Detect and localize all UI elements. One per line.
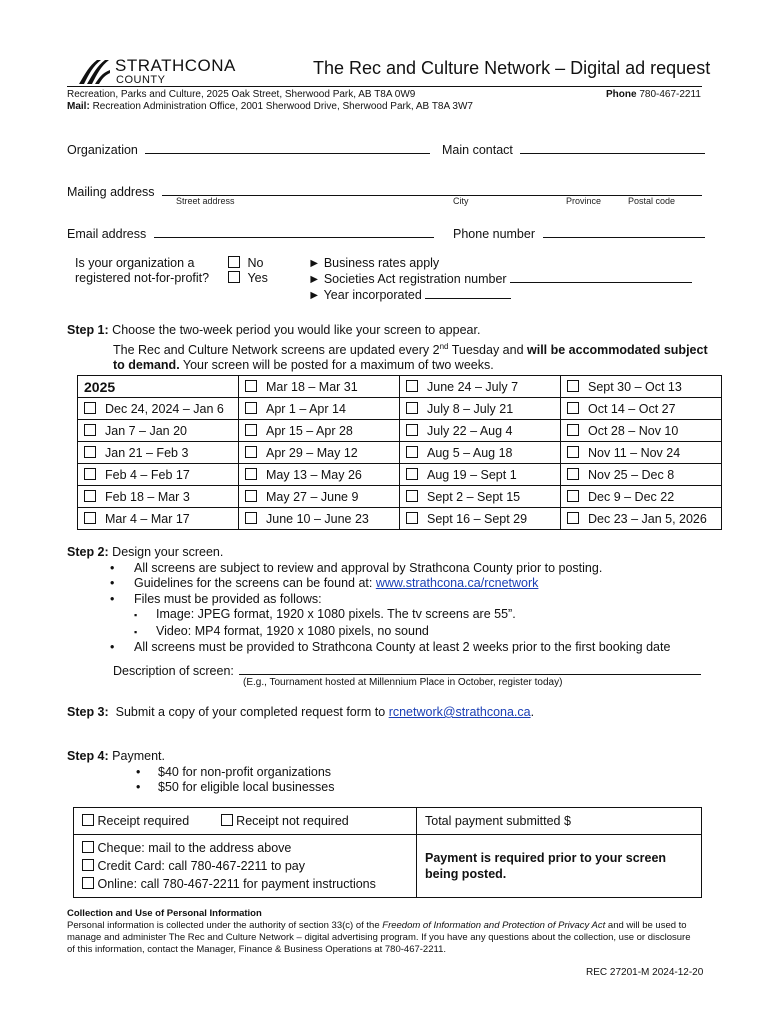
mail-label: Mail: [67,101,90,112]
schedule-period-option[interactable] [78,420,239,442]
schedule-period-option[interactable] [561,508,722,530]
step1-sup: nd [439,341,449,351]
email-label: Email address [67,227,147,241]
credit-card-option[interactable]: Credit Card: call 780-467-2211 to pay [82,857,408,875]
privacy-text: Personal information is collected under the authority of section 33(c) of the Freedom of Information and Protection of Privacy Act and will be used to manage and administer The Rec and Culture Network – digital advertising program. If you have any questions about the collection, use or disclosure of this information, contact the Manager, Finance & Business Operations at 780-467-2211. [67,920,691,955]
description-field[interactable] [239,661,701,675]
step4-label: Step 4: [67,749,109,763]
schedule-period-option[interactable] [400,464,561,486]
nfp-question-line2: registered not-for-profit? [75,271,210,285]
period-label: Apr 29 – May 12 [266,445,358,460]
phone-number-field[interactable] [543,223,705,238]
phone-line [606,89,701,100]
schedule-period-option[interactable] [400,398,561,420]
step3-text: Submit a copy of your completed request form to [115,705,389,719]
step2-sub-video: ▪ Video: MP4 format, 1920 x 1080 pixels, no sound [134,623,429,638]
schedule-period-option[interactable] [78,398,239,420]
period-label: Sept 2 – Sept 15 [427,489,521,504]
schedule-row [78,486,722,508]
step2-bullet-files: • Files must be provided as follows: [110,591,322,606]
period-label: Aug 5 – Aug 18 [427,445,513,460]
schedule-period-option[interactable] [561,442,722,464]
mailing-address-label: Mailing address [67,185,155,199]
period-label: Oct 28 – Nov 10 [588,423,679,438]
step3-block: Step 3: Submit a copy of your completed request form to rcnetwork@strathcona.ca. [67,705,535,719]
step2-bullet-review: • All screens are subject to review and approval by Strathcona County prior to posting. [110,560,603,575]
schedule-period-option[interactable] [78,442,239,464]
nfp-details [308,256,692,303]
period-checkbox[interactable] [84,402,96,414]
period-checkbox[interactable] [567,512,579,524]
schedule-period-option[interactable] [400,442,561,464]
logo [77,56,236,88]
period-label: Dec 9 – Dec 22 [588,489,675,504]
schedule-table [77,375,722,530]
strathcona-logo-icon [77,58,111,86]
period-label: Apr 15 – Apr 28 [266,423,353,438]
step2-block [67,545,717,656]
schedule-period-option[interactable] [561,376,722,398]
cheque-option[interactable]: Cheque: mail to the address above [82,839,408,857]
period-label: Dec 24, 2024 – Jan 6 [105,401,224,416]
schedule-period-option[interactable] [561,464,722,486]
year-incorporated-row [308,287,692,303]
business-rates-note: ► Business rates apply [308,256,440,270]
period-checkbox[interactable] [406,446,418,458]
step3-label: Step 3: [67,705,109,719]
period-label: May 13 – May 26 [266,467,362,482]
year-incorporated-field[interactable] [425,287,511,299]
schedule-year-header [78,376,239,398]
organization-field[interactable] [145,139,430,154]
description-row [113,661,701,678]
no-label: No [247,256,264,270]
period-checkbox[interactable] [567,490,579,502]
payment-table [73,807,702,898]
online-option[interactable]: Online: call 780-467-2211 for payment instructions [82,875,408,893]
main-contact-label: Main contact [442,143,513,157]
schedule-period-option[interactable] [239,420,400,442]
schedule-period-option[interactable] [400,376,561,398]
period-label: May 27 – June 9 [266,489,359,504]
province-hint: Province [566,196,602,206]
street-hint: Street address [176,196,235,206]
checkbox-yes[interactable] [228,271,240,283]
step1-text3b: Your screen will be posted for a maximum of two weeks. [179,358,494,373]
payment-note: Payment is required prior to your screen being posted. [417,835,702,898]
schedule-row [78,376,722,398]
schedule-row [78,420,722,442]
societies-act-field[interactable] [510,271,692,283]
nfp-question [75,256,209,286]
mailing-address-row [67,181,702,199]
total-payment-label: Total payment submitted $ [425,814,571,828]
credit-card-checkbox[interactable] [82,859,94,871]
period-checkbox[interactable] [406,490,418,502]
step2-bullet-deadline: • All screens must be provided to Strathcona County at least 2 weeks prior to the first booking date [110,640,671,654]
period-checkbox[interactable] [567,380,579,392]
step1-text2b: Tuesday and [448,342,527,357]
online-checkbox[interactable] [82,877,94,889]
step4-text: Payment. [112,749,165,763]
mail-address: Recreation Administration Office, 2001 Sherwood Drive, Sherwood Park, AB T8A 3W7 [92,101,473,112]
period-label: Nov 25 – Dec 8 [588,467,675,482]
email-row [67,223,434,241]
description-label: Description of screen: [113,664,234,678]
period-label: Apr 1 – Apr 14 [266,401,346,416]
schedule-period-option[interactable] [400,420,561,442]
postal-hint: Postal code [628,196,676,206]
step1-text2c: will be accommodated subject [527,342,708,357]
period-checkbox[interactable] [406,380,418,392]
societies-act-row [308,271,692,287]
main-contact-row [442,139,705,157]
mail-line [67,101,473,112]
schedule-row [78,442,722,464]
schedule-year: 2025 [84,378,116,395]
step1-text2a: The Rec and Culture Network screens are updated every 2 [113,342,440,357]
period-checkbox[interactable] [567,402,579,414]
page-title: The Rec and Culture Network – Digital ad request [313,58,711,78]
period-checkbox[interactable] [567,424,579,436]
period-checkbox[interactable] [245,468,257,480]
period-checkbox[interactable] [567,468,579,480]
period-label: Aug 19 – Sept 1 [427,467,517,482]
period-checkbox[interactable] [84,490,96,502]
step1-text3a: to demand. [113,358,180,373]
period-checkbox[interactable] [406,468,418,480]
schedule-row [78,508,722,530]
period-label: Feb 18 – Mar 3 [105,489,190,504]
email-field[interactable] [154,223,434,238]
year-incorporated-label: ► Year incorporated [308,288,422,302]
schedule-period-option[interactable] [239,398,400,420]
period-label: Oct 14 – Oct 27 [588,401,676,416]
schedule-period-option[interactable] [239,464,400,486]
checkbox-no[interactable] [228,256,240,268]
address-line: Recreation, Parks and Culture, 2025 Oak Street, Sherwood Park, AB T8A 0W9 [67,89,416,100]
nfp-yes-option[interactable] [228,271,268,286]
period-checkbox[interactable] [84,468,96,480]
schedule-period-option[interactable] [561,398,722,420]
period-label: Feb 4 – Feb 17 [105,467,190,482]
payment-method-cell [74,835,417,898]
schedule-row [78,398,722,420]
cheque-checkbox[interactable] [82,841,94,853]
period-checkbox[interactable] [245,402,257,414]
receipt-not-required-option[interactable]: Receipt not required [221,814,349,828]
schedule-period-option[interactable] [561,486,722,508]
header-divider [67,86,702,87]
schedule-period-option[interactable] [78,464,239,486]
period-checkbox[interactable] [245,380,257,392]
period-label: Dec 23 – Jan 5, 2026 [588,511,707,526]
city-hint: City [453,196,469,206]
period-label: June 10 – June 23 [266,511,369,526]
period-label: Mar 18 – Mar 31 [266,379,358,394]
nfp-question-line1: Is your organization a [75,256,195,270]
schedule-row [78,464,722,486]
logo-text-county: COUNTY [116,74,166,86]
main-contact-field[interactable] [520,139,705,154]
period-label: July 22 – Aug 4 [427,423,513,438]
period-label: Sept 30 – Oct 13 [588,379,682,394]
period-label: July 8 – July 21 [427,401,514,416]
step1-label: Step 1: [67,323,109,337]
step1-text: Choose the two-week period you would like your screen to appear. [112,323,481,337]
period-checkbox[interactable] [406,424,418,436]
guidelines-link[interactable]: www.strathcona.ca/rcnetwork [375,576,539,590]
logo-text-strathcona: STRATHCONA [115,56,236,75]
step2-sub-image: ▪ Image: JPEG format, 1920 x 1080 pixels. The tv screens are 55”. [134,607,516,621]
schedule-period-option[interactable] [239,442,400,464]
period-checkbox[interactable] [245,490,257,502]
receipt-required-checkbox[interactable] [82,814,94,826]
phone-value: 780-467-2211 [639,89,701,100]
privacy-title: Collection and Use of Personal Information [67,908,262,919]
phone-label: Phone [606,89,637,100]
period-checkbox[interactable] [84,512,96,524]
step4-business-price: • $50 for eligible local businesses [136,780,335,794]
societies-act-label: ► Societies Act registration number [308,272,507,286]
period-checkbox[interactable] [84,446,96,458]
period-checkbox[interactable] [84,424,96,436]
receipt-not-required-checkbox[interactable] [221,814,233,826]
period-label: Nov 11 – Nov 24 [588,445,681,460]
phone-number-label: Phone number [453,227,536,241]
nfp-no-option[interactable] [228,256,268,271]
receipt-cell [74,808,417,835]
step2-text: Design your screen. [112,545,224,559]
period-label: June 24 – July 7 [427,379,519,394]
period-checkbox[interactable] [567,446,579,458]
step4-block [67,749,335,796]
step2-label: Step 2: [67,545,109,559]
period-label: Jan 7 – Jan 20 [105,423,188,438]
period-checkbox[interactable] [406,512,418,524]
schedule-period-option[interactable] [400,486,561,508]
period-checkbox[interactable] [245,424,257,436]
rcnetwork-email-link[interactable]: rcnetwork@strathcona.ca [388,705,531,719]
period-label: Jan 21 – Feb 3 [105,445,189,460]
privacy-notice [67,908,697,956]
step1-block [67,323,708,374]
mailing-address-field[interactable] [162,181,702,196]
receipt-required-option[interactable]: Receipt required [82,814,189,828]
period-label: Mar 4 – Mar 17 [105,511,190,526]
schedule-period-option[interactable] [239,508,400,530]
yes-label: Yes [247,271,268,285]
form-code: REC 27201-M 2024-12-20 [586,967,704,978]
schedule-period-option[interactable] [78,508,239,530]
step2-bullet-guidelines: • Guidelines for the screens can be found at: www.strathcona.ca/rcnetwork [110,576,539,590]
schedule-period-option[interactable] [561,420,722,442]
schedule-period-option[interactable] [400,508,561,530]
description-hint: (E.g., Tournament hosted at Millennium Place in October, register today) [243,677,563,688]
organization-label: Organization [67,143,138,157]
period-checkbox[interactable] [245,512,257,524]
schedule-period-option[interactable] [239,486,400,508]
nfp-options [228,256,268,286]
step4-nonprofit-price: • $40 for non-profit organizations [136,764,332,779]
period-label: Sept 16 – Sept 29 [427,511,528,526]
period-checkbox[interactable] [245,446,257,458]
schedule-period-option[interactable] [239,376,400,398]
schedule-period-option[interactable] [78,486,239,508]
organization-row [67,139,430,157]
total-payment-cell[interactable] [417,808,702,835]
phone-row [453,223,705,241]
period-checkbox[interactable] [406,402,418,414]
